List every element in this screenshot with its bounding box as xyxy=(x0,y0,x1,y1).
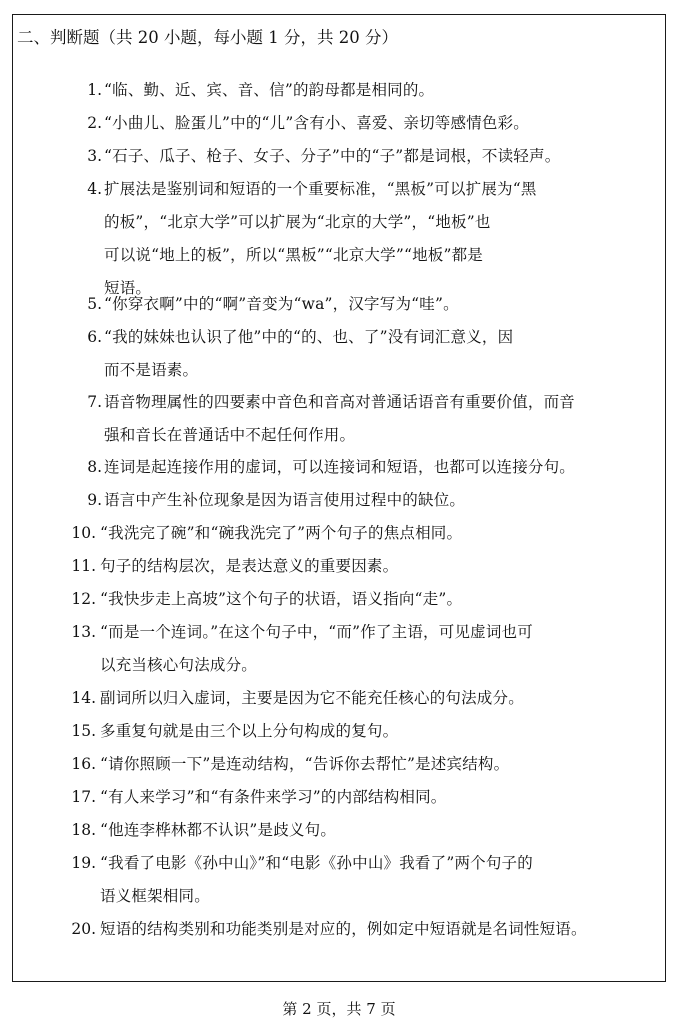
question-number: 17. xyxy=(71,788,96,806)
question-text: “请你照顾一下”是连动结构，“告诉你去帮忙”是述宾结构。 xyxy=(100,755,510,773)
question-number: 7. xyxy=(87,393,102,411)
question-number: 15. xyxy=(71,722,96,740)
question-text: “你穿衣啊”中的“啊”音变为“wa”，汉字写为“哇”。 xyxy=(104,295,459,313)
question-text: “我快步走上高坡”这个句子的状语，语义指向“走”。 xyxy=(100,590,463,608)
question-text: “而是一个连词。”在这个句子中，“而”作了主语，可见虚词也可 以充当核心句法成分。 xyxy=(100,623,533,674)
question-text: “他连李桦林都不认识”是歧义句。 xyxy=(100,821,337,839)
section-title: 二、判断题（共 20 小题，每小题 1 分，共 20 分） xyxy=(17,28,398,47)
question-number: 8. xyxy=(87,458,102,476)
question-number: 11. xyxy=(71,557,96,575)
question-text: 副词所以归入虚词，主要是因为它不能充任核心的句法成分。 xyxy=(100,689,524,707)
question-text: 多重复句就是由三个以上分句构成的复句。 xyxy=(100,722,399,740)
question-text: 语言中产生补位现象是因为语言使用过程中的缺位。 xyxy=(104,491,466,509)
question-number: 1. xyxy=(87,81,102,99)
question-text: 连词是起连接作用的虚词，可以连接词和短语，也都可以连接分句。 xyxy=(104,458,576,476)
question-number: 3. xyxy=(87,147,102,165)
question-number: 2. xyxy=(87,114,102,132)
question-number: 14. xyxy=(71,689,96,707)
question-number: 4. xyxy=(87,180,102,198)
question-number: 9. xyxy=(87,491,102,509)
question-number: 16. xyxy=(71,755,96,773)
page-footer: 第 2 页，共 7 页 xyxy=(282,1000,396,1018)
question-text: 语音物理属性的四要素中音色和音高对普通话语音有重要价值，而音 强和音长在普通话中不起任何作用。 xyxy=(104,393,576,444)
question-text: “有人来学习”和“有条件来学习”的内部结构相同。 xyxy=(100,788,447,806)
question-text: 短语的结构类别和功能类别是对应的，例如定中短语就是名词性短语。 xyxy=(100,920,587,938)
question-text: “我洗完了碗”和“碗我洗完了”两个句子的焦点相同。 xyxy=(100,524,463,542)
question-text: “石子、瓜子、枪子、女子、分子”中的“子”都是词根，不读轻声。 xyxy=(104,147,561,165)
question-number: 5. xyxy=(87,295,102,313)
question-text: “临、勤、近、宾、音、信”的韵母都是相同的。 xyxy=(104,81,435,99)
question-number: 13. xyxy=(71,623,96,641)
question-text: “我看了电影《孙中山》”和“电影《孙中山》我看了”两个句子的 语义框架相同。 xyxy=(100,854,533,905)
question-number: 6. xyxy=(87,328,102,346)
question-text: “我的妹妹也认识了他”中的“的、也、了”没有词汇意义，因 而不是语素。 xyxy=(104,328,514,379)
question-text: “小曲儿、脸蛋儿”中的“儿”含有小、喜爱、亲切等感情色彩。 xyxy=(104,114,529,132)
question-text: 句子的结构层次，是表达意义的重要因素。 xyxy=(100,557,399,575)
question-number: 20. xyxy=(71,920,96,938)
question-text: 扩展法是鉴别词和短语的一个重要标准，“黑板”可以扩展为“黑 的板”，“北京大学”可以扩展为“北京的大学”，“地板”也 可以说“地上的板”，所以“黑板”“北京大学”“地板”都是 短语。 xyxy=(104,180,537,297)
question-number: 18. xyxy=(71,821,96,839)
question-number: 19. xyxy=(71,854,96,872)
question-number: 12. xyxy=(71,590,96,608)
question-number: 10. xyxy=(71,524,96,542)
